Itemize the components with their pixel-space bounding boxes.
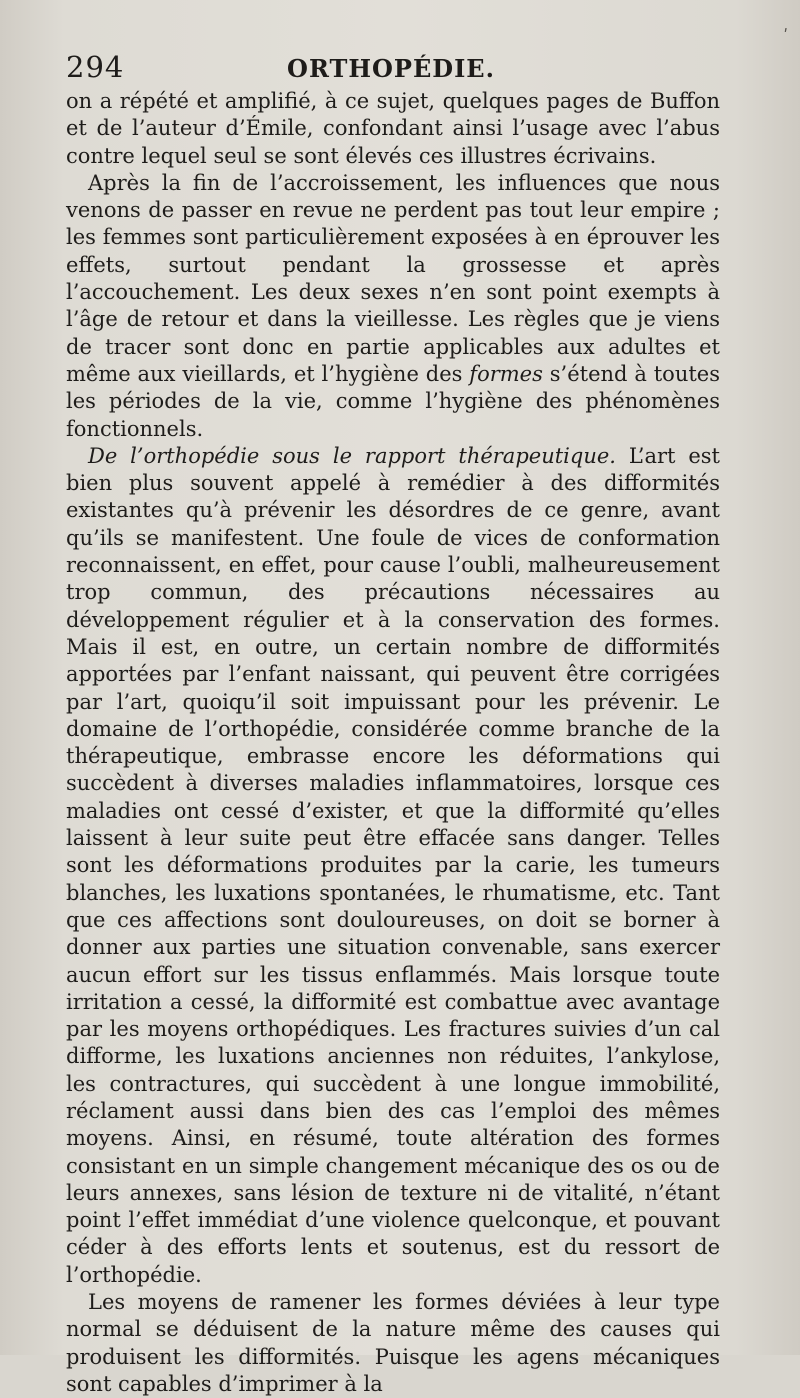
paragraph-3-text: L’art est bien plus souvent appelé à remédier à des difformités existantes qu’à prévenir les désordres de ce genre, avant qu’ils se manifestent. Une foule de vices de conformation reconnaissent, en effet, pour cause l’oubli, malheureusement trop commun, des précautions nécessaires au développement régulier et à la conservation des formes. Mais il est, en outre, un certain nombre de difformités apportées par l’enfant naissant, qui peuvent être corrigées par l’art, quoiqu’il soit impuissant pour les prévenir. Le domaine de l’orthopédie, considérée comme branche de la thérapeutique, embrasse encore les déformations qui succèdent à diverses maladies inflammatoires, lorsque ces maladies ont cessé d’exister, et que la difformité qu’elles laissent à leur suite peut être effacée sans danger. Telles sont les déformations produites par la carie, les tumeurs blanches, les luxations spontanées, le rhumatisme, etc. Tant que ces affections sont douloureuses, on doit se borner à donner aux parties une situation convenable, sans exercer aucun effort sur les tissus enflammés. Mais lorsque toute irritation a cessé, la difformité est combattue avec avantage par les moyens orthopédiques. Les fractures suivies d’un cal difforme, les luxations anciennes non réduites, l’ankylose, les contractures, qui succèdent à une longue immobilité, réclament aussi dans bien des cas l’emploi des mêmes moyens. Ainsi, en résumé, toute altération des formes consistant en un simple changement mécanique des os ou de leurs annexes, sans lésion de texture ni de vitalité, n’étant point l’effet immédiat d’une violence quelconque, et pouvant céder à des efforts lents et soutenus, est du ressort de l’orthopédie. [66,443,720,1287]
paragraph-4-text: Les moyens de ramener les formes déviées à leur type normal se déduisent de la nature même des causes qui produisent les difformités. Puisque les agens mécaniques sont capables d’imprimer à la [66,1290,720,1396]
margin-mark: ʹ [783,26,788,45]
page-header [66,50,716,90]
section-heading-inline: De l’orthopédie sous le rapport thérapeutique. [88,443,616,468]
paragraph-4 [66,1289,720,1398]
paragraph-2-text-b: s’étend à toutes les périodes de la vie, comme l’hygiène des phénomènes fonctionnels. [66,361,720,441]
paragraph-2-text-a: Après la fin de l’accroissement, les influences que nous venons de passer en revue ne perdent pas tout leur empire ; les femmes sont particulièrement exposées à en éprouver les effets, surtout pendant la grossesse et après l’accouchement. Les deux sexes n’en sont point exempts à l’âge de retour et dans la vieillesse. Les règles que je viens de tracer sont donc en partie applicables aux adultes et même aux vieillards, et l’hygiène des [66,170,720,386]
paragraph-1-text: on a répété et amplifié, à ce sujet, quelques pages de Buffon et de l’auteur d’Émile, confondant ainsi l’usage avec l’abus contre lequel seul se sont élevés ces illustres écrivains. [66,89,720,168]
running-title: ORTHOPÉDIE. [287,54,495,83]
body-text [66,88,720,1398]
italic-term-formes: formes [469,361,543,386]
paragraph-3 [66,443,720,1289]
paragraph-2 [66,170,720,443]
page-number: 294 [66,50,125,84]
paragraph-1 [66,88,720,170]
